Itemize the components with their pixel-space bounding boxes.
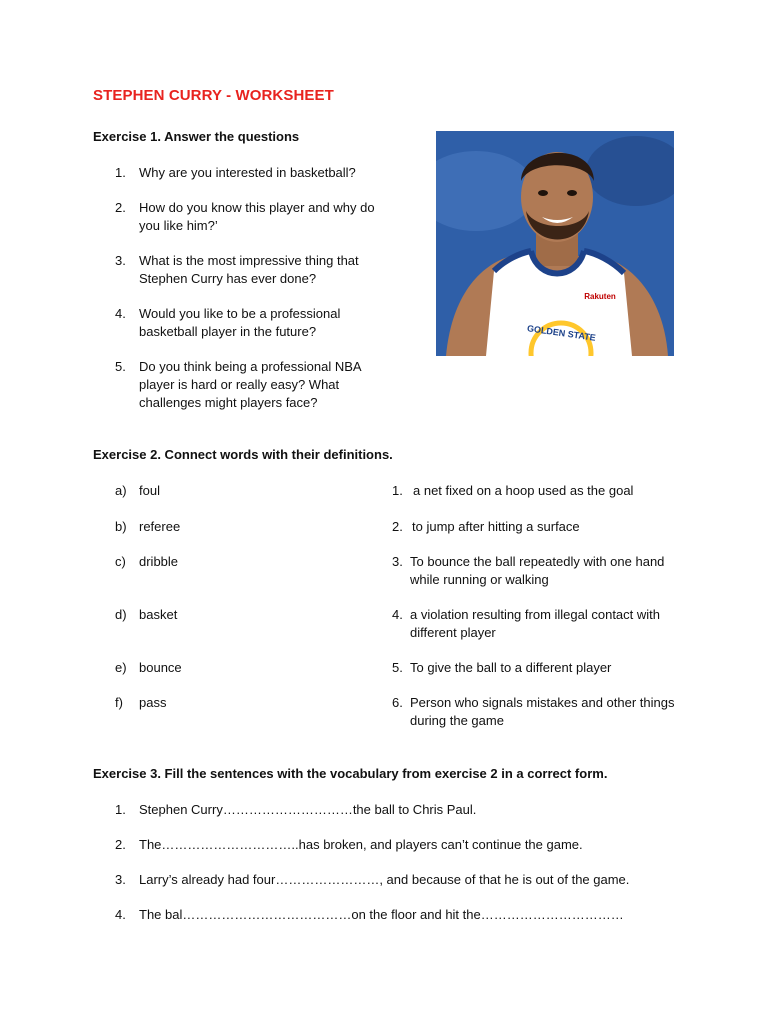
question-number: 1. <box>115 165 126 180</box>
question-text: How do you know this player and why do you like him?’ <box>139 200 375 233</box>
sentence-number: 3. <box>115 872 126 887</box>
sentence-text: The…………………………..has broken, and players can’t continue the game. <box>139 837 583 852</box>
player-right-eye <box>567 190 577 196</box>
question-number: 3. <box>115 253 126 268</box>
sentence-number: 4. <box>115 907 126 922</box>
definition-number: 3. <box>392 554 403 569</box>
word-letter: d) <box>115 607 127 622</box>
sentence-text: Stephen Curry…………………………the ball to Chris Paul. <box>139 802 477 817</box>
jersey-sponsor-text: Rakuten <box>584 292 616 301</box>
definition-text: To give the ball to a different player <box>410 660 612 675</box>
definition-number: 6. <box>392 695 403 710</box>
question-number: 5. <box>115 359 126 374</box>
definition-text: to jump after hitting a surface <box>412 519 580 534</box>
player-left-eye <box>538 190 548 196</box>
definition-text: a net fixed on a hoop used as the goal <box>413 483 634 498</box>
definition-number: 1. <box>392 483 403 498</box>
word-text: dribble <box>139 554 179 569</box>
sentence-number: 1. <box>115 802 126 817</box>
question-text: Why are you interested in basketball? <box>139 165 356 180</box>
exercise-3-heading: Exercise 3. Fill the sentences with the vocabulary from exercise 2 in a correct form. <box>93 766 608 781</box>
player-photo <box>436 131 674 356</box>
question-number: 2. <box>115 200 126 215</box>
definition-number: 5. <box>392 660 403 675</box>
sentence-number: 2. <box>115 837 126 852</box>
definition-number: 2. <box>392 519 403 534</box>
word-text: foul <box>139 483 160 498</box>
word-letter: e) <box>115 660 127 675</box>
word-text: basket <box>139 607 178 622</box>
exercise-1-heading: Exercise 1. Answer the questions <box>93 129 300 144</box>
word-letter: a) <box>115 483 127 498</box>
word-letter: f) <box>115 695 123 710</box>
player-illustration <box>436 131 674 356</box>
exercise-2-heading: Exercise 2. Connect words with their definitions. <box>93 447 393 462</box>
sentence-text: The bal…………………………………on the floor and hit the…………………………… <box>139 907 624 922</box>
question-text: Would you like to be a professional basketball player in the future? <box>139 306 341 339</box>
question-number: 4. <box>115 306 126 321</box>
definition-number: 4. <box>392 607 403 622</box>
word-text: pass <box>139 695 167 710</box>
definition-text: a violation resulting from illegal contact with different player <box>410 607 661 640</box>
word-letter: c) <box>115 554 126 569</box>
word-letter: b) <box>115 519 127 534</box>
worksheet-title: STEPHEN CURRY - WORKSHEET <box>93 87 334 104</box>
question-text: What is the most impressive thing that Stephen Curry has ever done? <box>139 253 359 286</box>
jersey-team-text: GOLDEN STATE <box>526 323 597 343</box>
definition-text: Person who signals mistakes and other things during the game <box>410 695 675 728</box>
word-text: bounce <box>139 660 182 675</box>
sentence-text: Larry’s already had four……………………, and because of that he is out of the game. <box>139 872 630 887</box>
word-text: referee <box>139 519 181 534</box>
definition-text: To bounce the ball repeatedly with one hand while running or walking <box>410 554 665 587</box>
question-text: Do you think being a professional NBA player is hard or really easy? What challenges might players face? <box>139 359 361 410</box>
